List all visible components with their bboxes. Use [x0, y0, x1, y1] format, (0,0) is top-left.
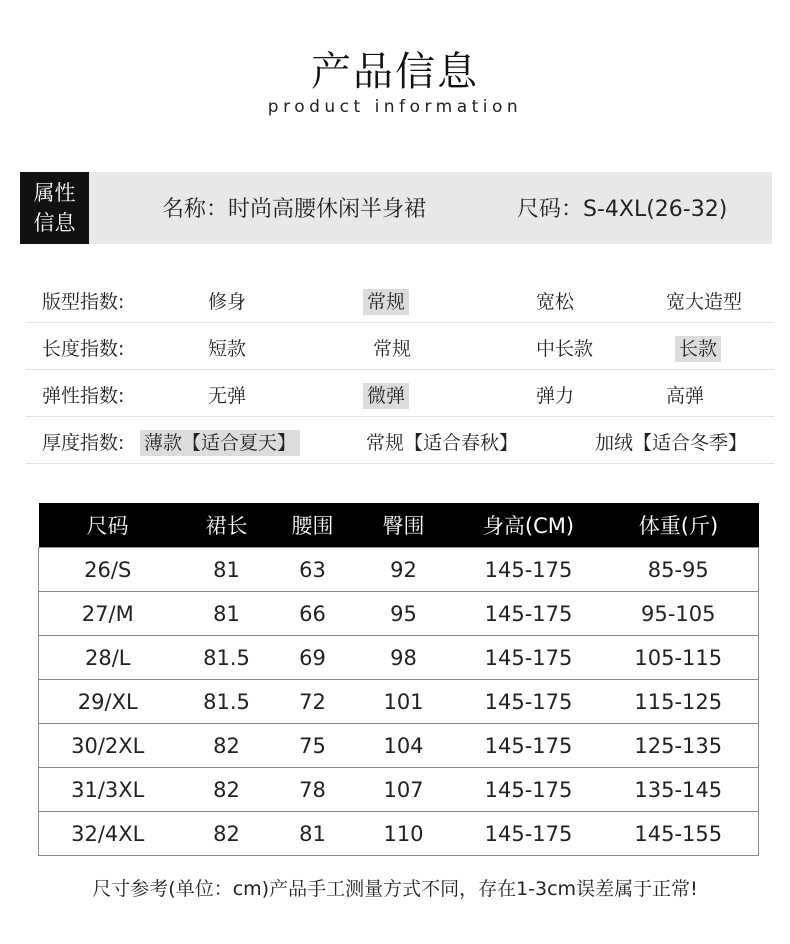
fit-index-row — [26, 276, 774, 323]
cell-size: 31/3XL — [39, 768, 177, 812]
header-height: 身高(CM) — [459, 503, 599, 548]
length-index-label: 长度指数: — [42, 338, 125, 360]
cell-height: 145-175 — [459, 724, 599, 768]
cell-weight: 105-115 — [599, 636, 759, 680]
header-hip: 臀围 — [349, 503, 459, 548]
size-table — [38, 503, 759, 856]
cell-waist: 69 — [277, 636, 349, 680]
header-size: 尺码 — [39, 503, 177, 548]
table-row — [39, 812, 759, 856]
elasticity-option: 弹力 — [536, 385, 575, 407]
cell-skirt-length: 81 — [177, 548, 277, 592]
thickness-option: 常规【适合春秋】 — [366, 432, 519, 454]
cell-weight: 85-95 — [599, 548, 759, 592]
elasticity-index-label: 弹性指数: — [42, 385, 125, 407]
cell-weight: 145-155 — [599, 812, 759, 856]
thickness-index-row — [26, 417, 774, 464]
thickness-option: 加绒【适合冬季】 — [595, 432, 748, 454]
cell-skirt-length: 81.5 — [177, 680, 277, 724]
attribute-tag — [20, 172, 89, 244]
elasticity-option: 无弹 — [208, 385, 247, 407]
cell-hip: 107 — [349, 768, 459, 812]
cell-weight: 95-105 — [599, 592, 759, 636]
cell-size: 28/L — [39, 636, 177, 680]
table-row — [39, 680, 759, 724]
cell-height: 145-175 — [459, 812, 599, 856]
cell-height: 145-175 — [459, 680, 599, 724]
cell-skirt-length: 82 — [177, 812, 277, 856]
cell-size: 27/M — [39, 592, 177, 636]
cell-size: 26/S — [39, 548, 177, 592]
product-size-range: 尺码：S-4XL(26-32) — [517, 197, 728, 222]
cell-skirt-length: 82 — [177, 724, 277, 768]
table-row — [39, 768, 759, 812]
length-option: 常规 — [373, 338, 412, 360]
cell-hip: 110 — [349, 812, 459, 856]
table-row — [39, 636, 759, 680]
table-row — [39, 724, 759, 768]
cell-hip: 92 — [349, 548, 459, 592]
page-title: 产品信息 — [311, 49, 479, 95]
header-weight: 体重(斤) — [599, 503, 759, 548]
cell-height: 145-175 — [459, 592, 599, 636]
cell-size: 29/XL — [39, 680, 177, 724]
cell-height: 145-175 — [459, 768, 599, 812]
size-table-header — [39, 503, 759, 548]
length-option-selected: 长款 — [675, 336, 721, 362]
cell-hip: 101 — [349, 680, 459, 724]
cell-height: 145-175 — [459, 548, 599, 592]
header-waist: 腰围 — [277, 503, 349, 548]
page-subtitle: product information — [267, 97, 523, 117]
fit-option: 宽松 — [536, 291, 575, 313]
header-skirt-length: 裙长 — [177, 503, 277, 548]
cell-size: 32/4XL — [39, 812, 177, 856]
table-row — [39, 592, 759, 636]
thickness-index-label: 厚度指数: — [42, 432, 125, 454]
cell-size: 30/2XL — [39, 724, 177, 768]
cell-waist: 63 — [277, 548, 349, 592]
cell-waist: 66 — [277, 592, 349, 636]
cell-hip: 95 — [349, 592, 459, 636]
table-row — [39, 548, 759, 592]
length-option: 短款 — [208, 338, 247, 360]
cell-waist: 72 — [277, 680, 349, 724]
attribute-tag-line1: 属性 — [33, 181, 76, 205]
thickness-option-selected: 薄款【适合夏天】 — [140, 430, 300, 456]
fit-option: 宽大造型 — [666, 291, 743, 313]
attribute-tag-line2: 信息 — [33, 211, 76, 235]
measurement-footnote: 尺寸参考(单位：cm)产品手工测量方式不同，存在1-3cm误差属于正常! — [92, 878, 698, 900]
fit-option-selected: 常规 — [363, 289, 409, 315]
cell-skirt-length: 82 — [177, 768, 277, 812]
length-index-row — [26, 323, 774, 370]
product-name: 名称：时尚高腰休闲半身裙 — [162, 197, 427, 222]
cell-weight: 135-145 — [599, 768, 759, 812]
elasticity-index-row — [26, 370, 774, 417]
cell-weight: 115-125 — [599, 680, 759, 724]
cell-skirt-length: 81.5 — [177, 636, 277, 680]
length-option: 中长款 — [536, 338, 594, 360]
cell-waist: 81 — [277, 812, 349, 856]
cell-waist: 78 — [277, 768, 349, 812]
fit-option: 修身 — [208, 291, 247, 313]
cell-hip: 104 — [349, 724, 459, 768]
fit-index-label: 版型指数: — [42, 291, 125, 313]
cell-waist: 75 — [277, 724, 349, 768]
cell-skirt-length: 81 — [177, 592, 277, 636]
cell-hip: 98 — [349, 636, 459, 680]
cell-weight: 125-135 — [599, 724, 759, 768]
elasticity-option-selected: 微弹 — [363, 383, 409, 409]
cell-height: 145-175 — [459, 636, 599, 680]
elasticity-option: 高弹 — [666, 385, 705, 407]
attribute-bar — [20, 172, 772, 244]
